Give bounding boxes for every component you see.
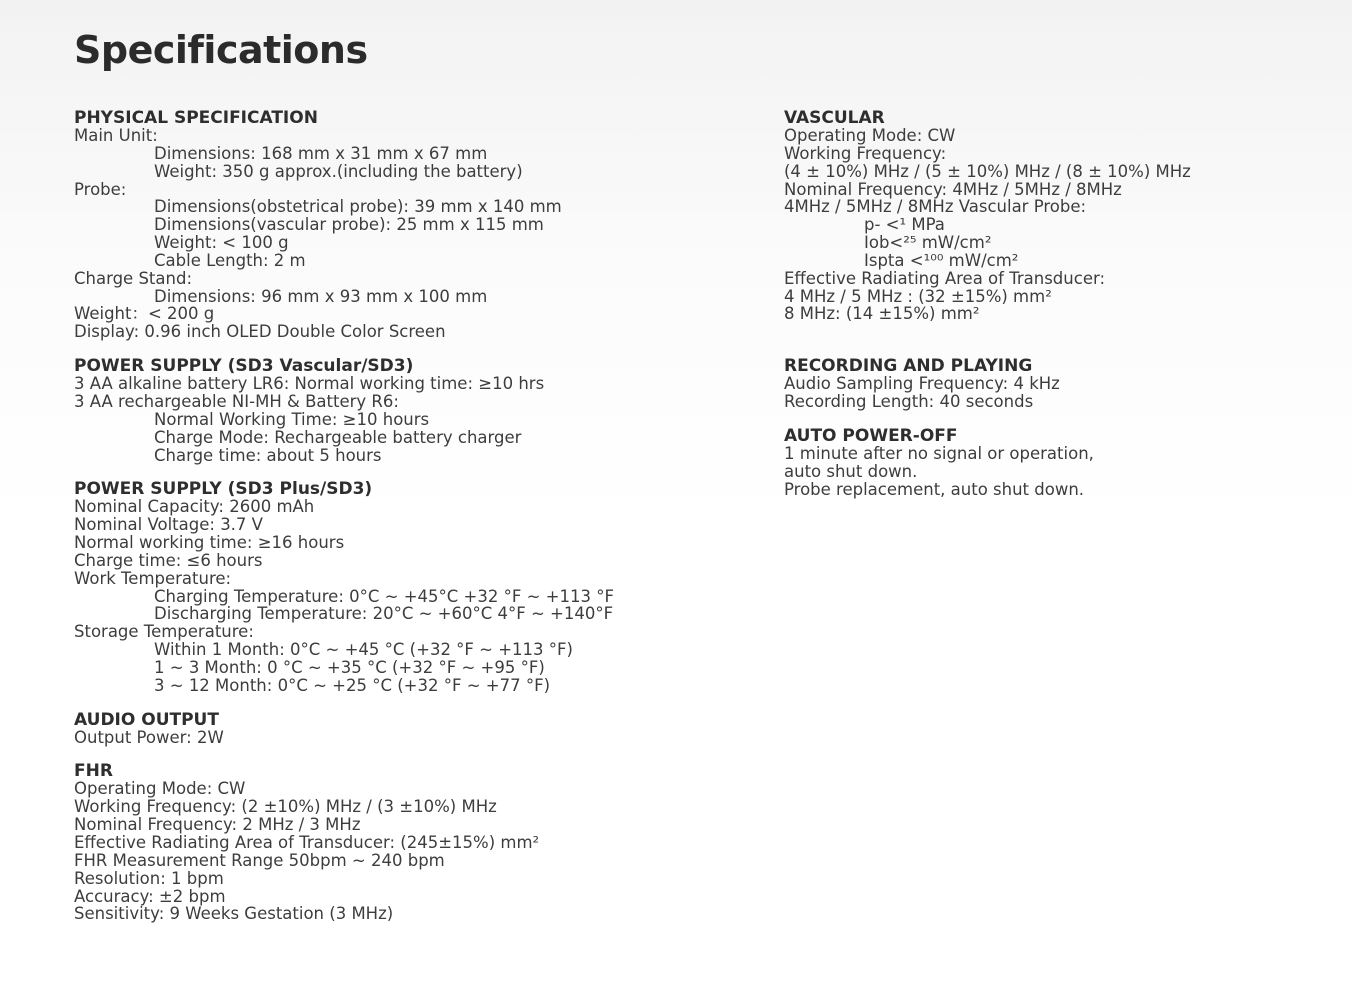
vascular-area-4-5mhz: 4 MHz / 5 MHz : (32 ±15%) mm² [784,286,1052,306]
storage-temperature-label: Storage Temperature: [74,622,254,642]
vascular-nominal-frequency: Nominal Frequency: 4MHz / 5MHz / 8MHz [784,179,1122,199]
normal-working-time: Normal Working Time: ≥10 hours [154,409,430,429]
probe-dimensions-vascular: Dimensions(vascular probe): 25 mm x 115 mm [154,215,544,235]
charge-stand-dimensions: Dimensions: 96 mm x 93 mm x 100 mm [154,286,488,306]
recording-length: Recording Length: 40 seconds [784,392,1034,412]
storage-within-1-month: Within 1 Month: 0°C ~ +45 °C (+32 °F ~ +113 °F) [154,640,573,660]
fhr-heading: FHR [74,761,113,782]
vascular-radiating-area-label: Effective Radiating Area of Transducer: [784,268,1106,288]
recording-heading: RECORDING AND PLAYING [784,356,1033,377]
vascular-section [784,109,1304,323]
vascular-working-frequency-label: Working Frequency: [784,143,947,163]
storage-1-3-month: 1 ~ 3 Month: 0 °C ~ +35 °C (+32 °F ~ +95 °F) [154,657,545,677]
vascular-p-value: p- <¹ MPa [864,215,945,235]
probe-weight: Weight: < 100 g [154,233,289,253]
rechargeable-battery: 3 AA rechargeable NI-MH & Battery R6: [74,391,399,411]
nominal-voltage: Nominal Voltage: 3.7 V [74,515,263,535]
auto-power-off-heading: AUTO POWER-OFF [784,425,958,446]
nominal-capacity: Nominal Capacity: 2600 mAh [74,497,315,517]
vascular-iob-value: Iob<²⁵ mW/cm² [864,233,992,253]
fhr-resolution: Resolution: 1 bpm [74,868,224,888]
cable-length: Cable Length: 2 m [154,250,306,270]
fhr-accuracy: Accuracy: ±2 bpm [74,886,226,906]
charging-temperature: Charging Temperature: 0°C ~ +45°C +32 °F ~ +113 °F [154,586,614,606]
vascular-heading: VASCULAR [784,108,885,128]
auto-off-line-2: auto shut down. [784,461,918,481]
power-supply-plus-heading: POWER SUPPLY (SD3 Plus/SD3) [74,479,373,500]
page-title: Specifications [74,28,368,72]
power-supply-vascular-section [74,357,724,464]
vascular-probe-label: 4MHz / 5MHz / 8MHz Vascular Probe: [784,197,1087,217]
storage-3-12-month: 3 ~ 12 Month: 0°C ~ +25 °C (+32 °F ~ +77 °F) [154,675,551,695]
output-power: Output Power: 2W [74,727,224,747]
fhr-nominal-frequency: Nominal Frequency: 2 MHz / 3 MHz [74,815,361,835]
left-column [74,109,724,923]
vascular-operating-mode: Operating Mode: CW [784,126,956,145]
fhr-operating-mode: Operating Mode: CW [74,779,246,799]
audio-output-heading: AUDIO OUTPUT [74,709,219,730]
auto-off-line-1: 1 minute after no signal or operation, [784,443,1094,463]
audio-sampling-frequency: Audio Sampling Frequency: 4 kHz [784,374,1060,394]
auto-off-line-3: Probe replacement, auto shut down. [784,479,1085,499]
fhr-measurement-range: FHR Measurement Range 50bpm ~ 240 bpm [74,850,445,870]
work-temperature-label: Work Temperature: [74,568,232,588]
main-unit-dimensions: Dimensions: 168 mm x 31 mm x 67 mm [154,143,488,163]
alkaline-battery: 3 AA alkaline battery LR6: Normal working time: ≥10 hrs [74,374,545,394]
probe-dimensions-obstetrical: Dimensions(obstetrical probe): 39 mm x 140 mm [154,197,562,217]
main-unit-label: Main Unit: [74,126,158,145]
charge-time: Charge time: ≤6 hours [74,550,263,570]
discharging-temperature: Discharging Temperature: 20°C ~ +60°C 4°F ~ +140°F [154,604,614,624]
main-unit-weight: Weight: 350 g approx.(including the battery) [154,161,523,181]
power-supply-plus-section [74,480,724,694]
charge-mode: Charge Mode: Rechargeable battery charger [154,427,522,447]
probe-label: Probe: [74,179,127,199]
right-column [784,109,1304,499]
vascular-area-8mhz: 8 MHz: (14 ±15%) mm² [784,304,980,324]
fhr-radiating-area: Effective Radiating Area of Transducer: (245±15%) mm² [74,833,540,852]
fhr-working-frequency: Working Frequency: (2 ±10%) MHz / (3 ±10%) MHz [74,797,497,817]
charge-stand-label: Charge Stand: [74,268,192,288]
fhr-section [74,762,724,923]
display-spec: Display: 0.96 inch OLED Double Color Screen [74,322,446,342]
vascular-working-frequency-value: (4 ± 10%) MHz / (5 ± 10%) MHz / (8 ± 10%) MHz [784,161,1191,181]
physical-spec-section [74,109,724,341]
vascular-ispta-value: Ispta <¹⁰⁰ mW/cm² [864,250,1019,270]
recording-section [784,357,1304,411]
normal-working-time: Normal working time: ≥16 hours [74,533,345,553]
charge-stand-weight: Weight：< 200 g [74,304,215,324]
power-supply-vascular-heading: POWER SUPPLY (SD3 Vascular/SD3) [74,356,414,377]
audio-output-section [74,711,724,747]
fhr-sensitivity: Sensitivity: 9 Weeks Gestation (3 MHz) [74,904,394,924]
physical-spec-heading: PHYSICAL SPECIFICATION [74,108,318,128]
auto-power-off-section [784,427,1304,499]
charge-time: Charge time: about 5 hours [154,445,382,465]
